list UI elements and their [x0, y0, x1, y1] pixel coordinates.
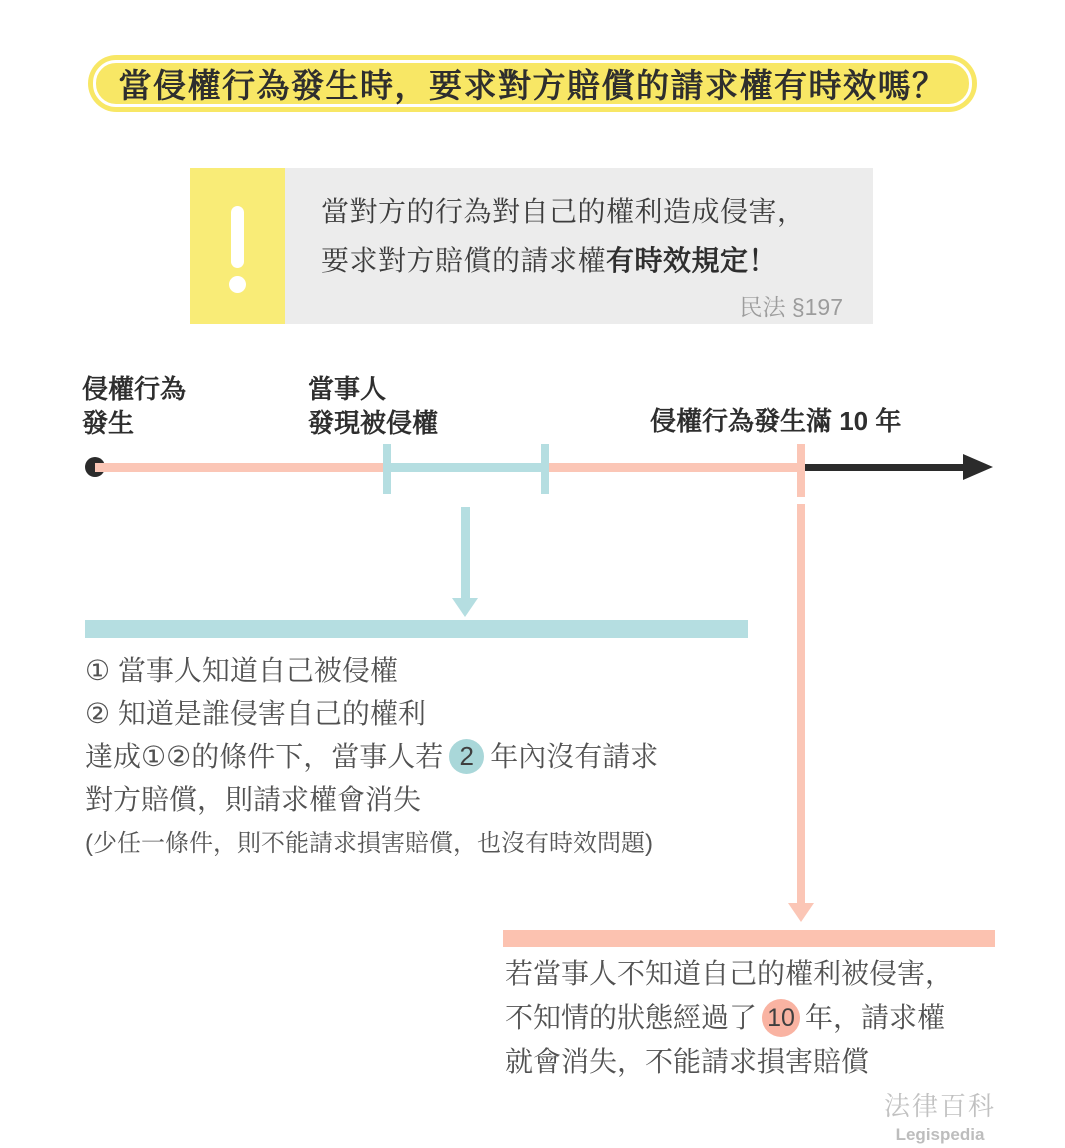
logo-english-name: Legispedia	[895, 1125, 985, 1144]
teal-note-line-5: (少任一條件，則不能請求損害賠償，也沒有時效問題)	[85, 830, 653, 857]
teal-down-arrowhead-icon	[452, 598, 478, 617]
timeline-label-tort-occurs	[82, 372, 186, 440]
teal-highlight-bar	[85, 620, 748, 638]
alert-line-2-normal: 要求對方賠償的請求權	[321, 245, 607, 276]
teal-note-line-3	[85, 735, 765, 778]
alert-line-1: 當對方的行為對自己的權利造成侵害，	[321, 196, 806, 227]
pink-down-arrow	[797, 504, 805, 904]
teal-note-line-3-pre: 達成①②的條件下，當事人若	[85, 741, 444, 772]
label-line: 侵權行為	[82, 374, 187, 404]
page-title: 當侵權行為發生時，要求對方賠償的請求權有時效嗎？	[118, 67, 947, 104]
pink-note-line-2	[505, 996, 1025, 1040]
timeline-tail-segment	[805, 464, 963, 471]
timeline-label-ten-years: 侵權行為發生滿 10 年	[650, 406, 902, 436]
teal-down-arrow	[461, 507, 470, 599]
teal-note-line-3-post: 年內沒有請求	[490, 741, 659, 772]
alert-icon-panel	[190, 168, 285, 324]
pink-highlight-bar	[503, 930, 995, 947]
two-year-badge: 2	[449, 739, 484, 774]
timeline-teal-segment	[387, 463, 545, 472]
pink-down-arrowhead-icon	[788, 903, 814, 922]
label-line: 發生	[82, 408, 135, 438]
ten-year-rule-note	[505, 952, 1025, 1084]
pink-note-line-2-post: 年，請求權	[805, 1002, 946, 1033]
pink-note-line-2-pre: 不知情的狀態經過了	[505, 1002, 758, 1033]
logo-chinese-name: 法律百科	[883, 1091, 996, 1121]
alert-line-2-bold: 有時效規定！	[606, 245, 778, 276]
teal-tick-left	[383, 444, 391, 494]
teal-note-line-2: ② 知道是誰侵害自己的權利	[85, 698, 426, 729]
pink-tick-ten-years	[797, 444, 805, 497]
teal-note-line-4: 對方賠償，則請求權會消失	[85, 784, 422, 815]
label-line: 發現被侵權	[308, 408, 439, 438]
teal-note-line-1: ① 當事人知道自己被侵權	[85, 655, 398, 686]
timeline-arrowhead-icon	[963, 454, 993, 480]
alert-text-panel	[285, 168, 873, 324]
teal-tick-right	[541, 444, 549, 494]
alert-line-2	[321, 236, 843, 285]
pink-note-line-3: 就會消失，不能請求損害賠償	[505, 1046, 870, 1077]
ten-year-badge: 10	[762, 999, 800, 1037]
two-year-rule-note	[85, 649, 765, 866]
title-banner	[88, 55, 977, 112]
timeline-label-discovery	[308, 372, 438, 440]
legispedia-logo	[870, 1086, 1010, 1145]
law-citation: 民法 §197	[739, 294, 843, 320]
label-line: 當事人	[308, 374, 387, 404]
pink-note-line-1: 若當事人不知道自己的權利被侵害，	[505, 958, 954, 989]
